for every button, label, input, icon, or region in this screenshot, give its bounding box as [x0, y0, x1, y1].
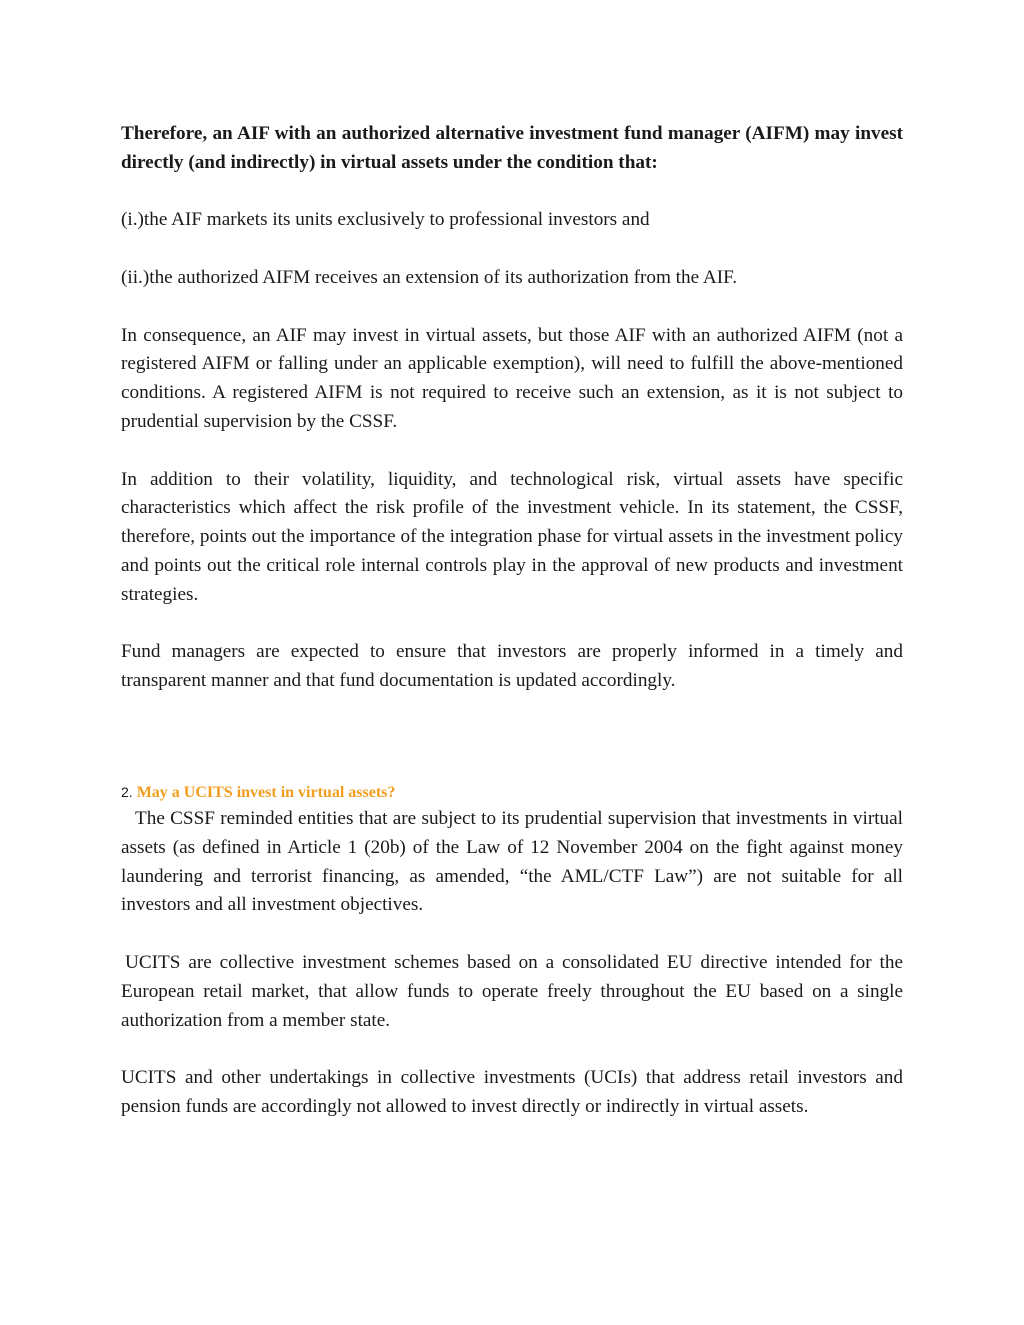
intro-paragraph: Therefore, an AIF with an authorized alternative investment fund manager (AIFM) may invest directly (and indirectly) in virtual assets under the condition that:	[121, 123, 903, 173]
condition-item-1: (i.)the AIF markets its units exclusively to professional investors and	[121, 209, 650, 231]
ucits-paragraph-3: UCITS and other undertakings in collective investments (UCIs) that address retail investors and pension funds are accordingly not allowed to invest directly or indirectly in virtual assets.	[121, 1067, 903, 1117]
fund-managers-paragraph: Fund managers are expected to ensure that investors are properly informed in a timely and transparent manner and that fund documentation is updated accordingly.	[121, 641, 903, 692]
ucits-paragraph-2: UCITS are collective investment schemes based on a consolidated EU directive intended for the European retail market, that allow funds to operate freely throughout the EU based on a single authorization from a member state.	[121, 951, 903, 1031]
consequence-paragraph: In consequence, an AIF may invest in virtual assets, but those AIF with an authorized AIFM (not a registered AIFM or falling under an applicable exemption), will need to fulfill the above-mentioned conditions. A registered AIFM is not required to receive such an extension, as it is not subject to prudential supervision by the CSSF.	[121, 324, 903, 432]
risk-paragraph: In addition to their volatility, liquidity, and technological risk, virtual assets have specific characteristics which affect the risk profile of the investment vehicle. In its statement, the CSSF, therefore, points out the importance of the integration phase for virtual assets in the investment policy and points out the critical role internal controls play in the approval of new products and investment strategies.	[121, 468, 903, 605]
section-2-heading	[121, 782, 903, 803]
document-page	[121, 120, 903, 1122]
condition-item-2: (ii.)the authorized AIFM receives an extension of its authorization from the AIF.	[121, 266, 738, 288]
section-number: 2.	[121, 783, 133, 800]
ucits-paragraph-1: The CSSF reminded entities that are subject to its prudential supervision that investments in virtual assets (as defined in Article 1 (20b) of the Law of 12 November 2004 on the fight against money laundering and terrorist financing, as amended, “the AML/CTF Law”) are not suitable for all investors and all investment objectives.	[121, 807, 903, 916]
section-title: May a UCITS invest in virtual assets?	[136, 783, 396, 801]
